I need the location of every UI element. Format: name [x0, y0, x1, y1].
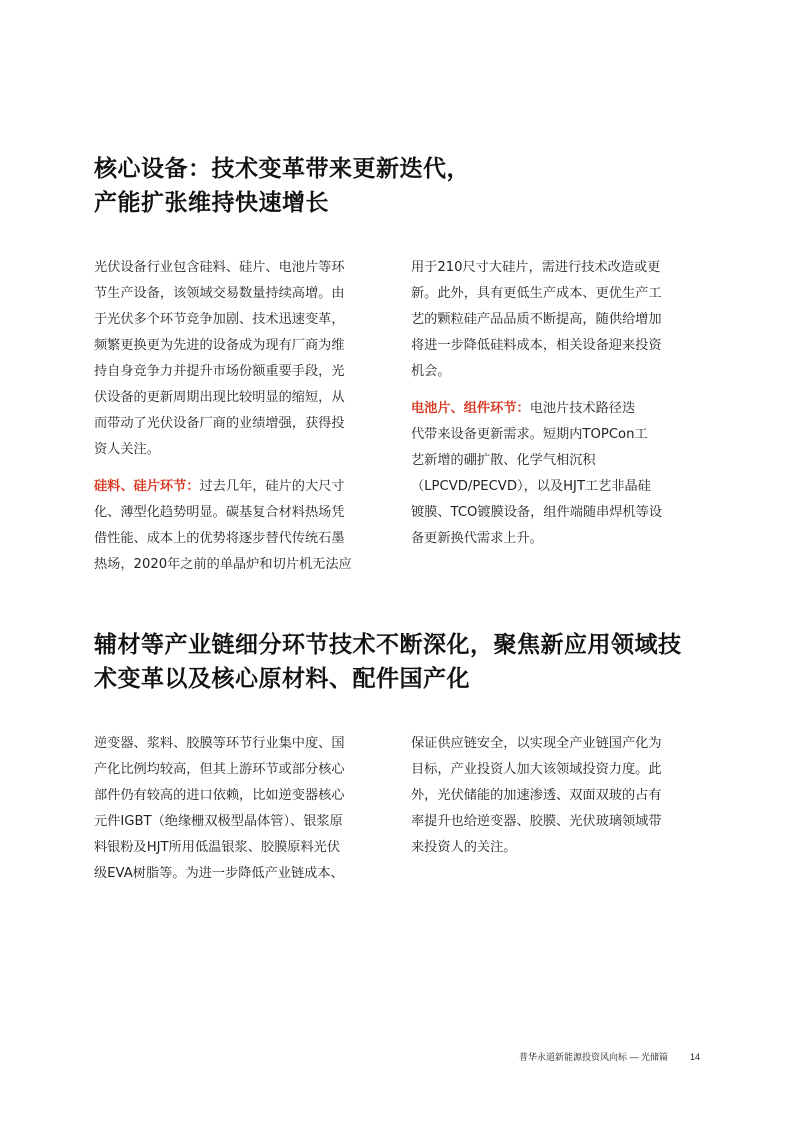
- text-line: 借性能、成本上的优势将逐步替代传统石墨: [94, 531, 345, 546]
- text-line: 目标，产业投资人加大该领域投资力度。此: [411, 762, 662, 777]
- section2-right-paragraph: [411, 731, 703, 861]
- text-line: 用于210尺寸大硅片，需进行技术改造或更: [411, 260, 661, 275]
- footer-title: 普华永道新能源投资风向标 — 光储篇: [518, 1052, 668, 1062]
- text-line: 产化比例均较高，但其上游环节或部分核心: [94, 762, 345, 777]
- text-line: 艺新增的硼扩散、化学气相沉积: [411, 453, 596, 468]
- section1-left-column: [94, 255, 386, 589]
- text-line: 节生产设备，该领域交易数量持续高增。由: [94, 286, 345, 301]
- text-line: 持自身竞争力并提升市场份额重要手段，光: [94, 364, 345, 379]
- section2-right-column: [411, 731, 703, 872]
- section2-heading-line-2: 术变革以及核心原材料、配件国产化: [94, 666, 470, 692]
- text-fragment: 过去几年，硅片的大尺寸: [199, 479, 345, 494]
- section2-left-paragraph: [94, 731, 386, 887]
- text-line: 率提升也给逆变器、胶膜、光伏玻璃领域带: [411, 814, 662, 829]
- text-line: 化、薄型化趋势明显。碳基复合材料热场凭: [94, 505, 345, 520]
- text-line: 料银粉及HJT所用低温银浆、胶膜原料光伏: [94, 840, 341, 855]
- text-line: 部件仍有较高的进口依赖，比如逆变器核心: [94, 788, 345, 803]
- section2-left-column: [94, 731, 386, 898]
- text-line: 来投资人的关注。: [411, 840, 517, 855]
- section1-right-paragraph-1: [411, 255, 703, 385]
- text-line: 级EVA树脂等。为进一步降低产业链成本、: [94, 866, 344, 881]
- text-line: 热场，2020年之前的单晶炉和切片机无法应: [94, 557, 352, 572]
- text-line: 而带动了光伏设备厂商的业绩增强，获得投: [94, 416, 345, 431]
- text-line: [94, 474, 386, 500]
- highlight-label-silicon: 硅料、硅片环节：: [94, 479, 200, 494]
- text-line: 艺的颗粒硅产品品质不断提高，随供给增加: [411, 312, 662, 327]
- highlight-label-cell-module: 电池片、组件环节：: [411, 401, 530, 416]
- text-line: 机会。: [411, 364, 451, 379]
- section1-heading-line-2: 产能扩张维持快速增长: [94, 190, 329, 216]
- section1-left-paragraph-1: [94, 255, 386, 463]
- section1-right-paragraph-2: [411, 396, 703, 552]
- section2-heading-line-1: 辅材等产业链细分环节技术不断深化，聚焦新应用领域技: [94, 632, 682, 658]
- text-line: [411, 396, 703, 422]
- page-number: 14: [689, 1052, 700, 1062]
- section1-left-paragraph-2: [94, 474, 386, 578]
- text-line: 元件IGBT（绝缘栅双极型晶体管）、银浆原: [94, 814, 343, 829]
- text-line: 伏设备的更新周期出现比较明显的缩短，从: [94, 390, 345, 405]
- text-line: 代带来设备更新需求。短期内TOPCon工: [411, 427, 648, 442]
- page-footer: [519, 1050, 700, 1063]
- text-line: 频繁更换更为先进的设备成为现有厂商为维: [94, 338, 345, 353]
- text-line: （LPCVD/PECVD），以及HJT工艺非晶硅: [411, 479, 651, 494]
- text-line: 备更新换代需求上升。: [411, 531, 543, 546]
- text-line: 将进一步降低硅料成本，相关设备迎来投资: [411, 338, 662, 353]
- text-line: 镀膜、TCO镀膜设备，组件端随串焊机等设: [411, 505, 663, 520]
- section1-heading: [94, 152, 714, 220]
- text-line: 逆变器、浆料、胶膜等环节行业集中度、国: [94, 736, 345, 751]
- text-line: 于光伏多个环节竞争加剧、技术迅速变革，: [94, 312, 345, 327]
- text-line: 资人关注。: [94, 442, 160, 457]
- text-line: 外，光伏储能的加速渗透、双面双玻的占有: [411, 788, 662, 803]
- section1-right-column: [411, 255, 703, 563]
- text-line: 新。此外，具有更低生产成本、更优生产工: [411, 286, 662, 301]
- text-line: 保证供应链安全，以实现全产业链国产化为: [411, 736, 662, 751]
- text-line: 光伏设备行业包含硅料、硅片、电池片等环: [94, 260, 345, 275]
- text-fragment: 电池片技术路径迭: [529, 401, 636, 416]
- section2-heading: [94, 628, 714, 696]
- section1-heading-line-1: 核心设备：技术变革带来更新迭代，: [94, 156, 470, 182]
